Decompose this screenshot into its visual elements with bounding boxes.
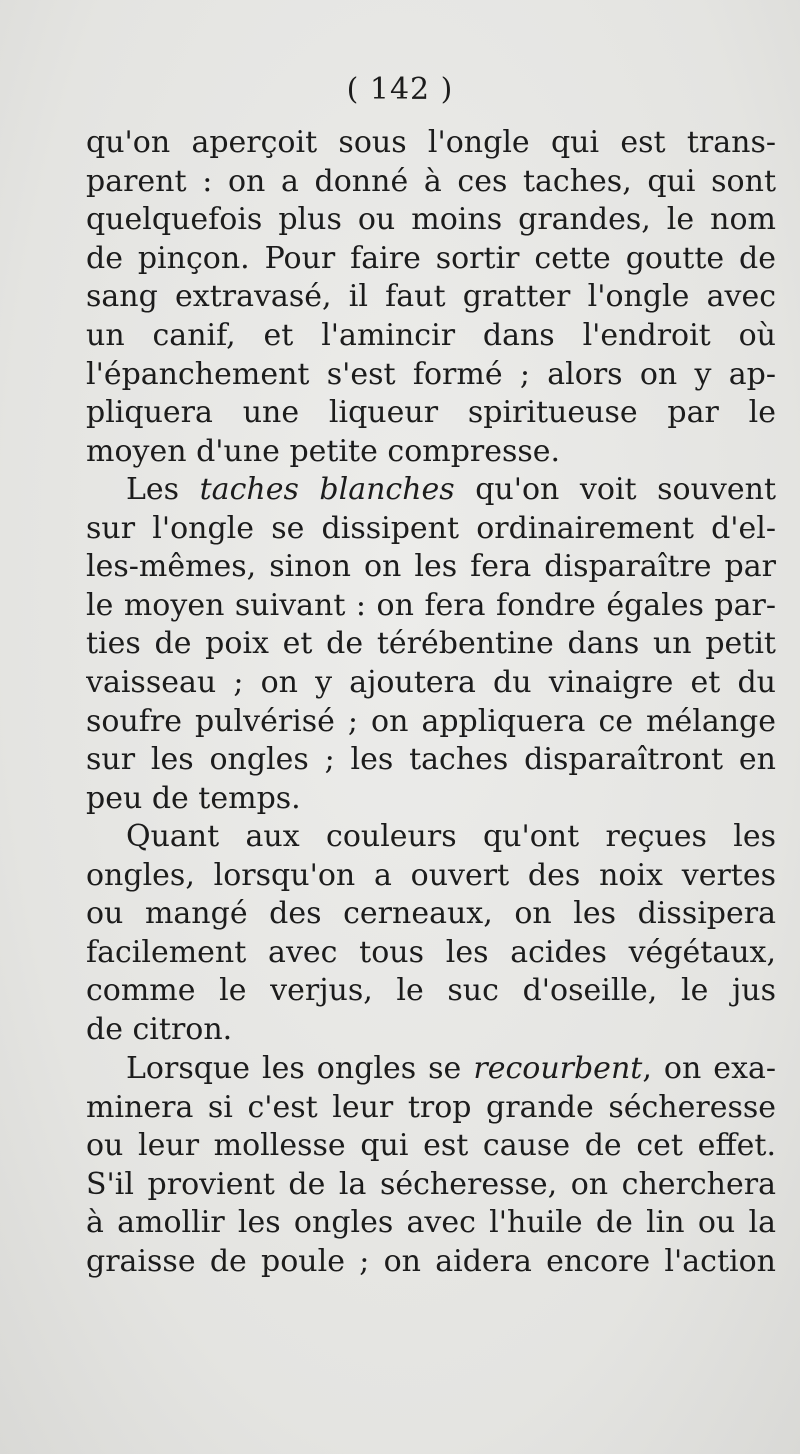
text-line: quelquefois plus ou moins grandes, le nom — [86, 202, 776, 238]
page-number: ( 142 ) — [346, 72, 454, 107]
text-line: minera si c'est leur trop grande sécheresse — [86, 1089, 776, 1125]
text-line: le moyen suivant : on fera fondre égales par- — [86, 587, 776, 623]
text-line: moyen d'une petite compresse. — [86, 433, 561, 469]
italic-term: recourbent — [473, 1051, 643, 1086]
text-line: Lorsque les ongles se recourbent, on exa- — [126, 1051, 776, 1086]
text-line: ou leur mollesse qui est cause de cet effet. — [86, 1128, 776, 1164]
text-line: sur l'ongle se dissipent ordinairement d'el- — [86, 510, 776, 546]
text-line: un canif, et l'amincir dans l'endroit où — [86, 317, 776, 353]
text-line: comme le verjus, le suc d'oseille, le jus — [86, 973, 776, 1009]
text-line: de citron. — [86, 1011, 233, 1047]
paragraph-pincon — [86, 124, 776, 471]
text-line: ties de poix et de térébentine dans un petit — [86, 626, 776, 662]
paragraph-couleurs — [86, 818, 776, 1050]
text-line: de pinçon. Pour faire sortir cette goutte de — [86, 240, 776, 276]
text-line: ongles, lorsqu'on a ouvert des noix vertes — [86, 857, 776, 893]
text-line: ou mangé des cerneaux, on les dissipera — [86, 896, 776, 932]
text-line: peu de temps. — [86, 780, 301, 816]
text-line: soufre pulvérisé ; on appliquera ce mélange — [86, 703, 776, 739]
text-line: qu'on aperçoit sous l'ongle qui est trans- — [86, 125, 776, 160]
text-line: sur les ongles ; les taches disparaîtront en — [86, 742, 776, 778]
paragraph-recourbent — [86, 1050, 776, 1282]
paragraph-taches-blanches — [86, 471, 776, 818]
text-line: vaisseau ; on y ajoutera du vinaigre et du — [86, 664, 776, 700]
text-line: parent : on a donné à ces taches, qui sont — [86, 163, 776, 199]
text-line: Les taches blanches qu'on voit souvent — [126, 472, 776, 507]
text-line: les-mêmes, sinon on les fera disparaître par — [86, 549, 776, 585]
text-line: facilement avec tous les acides végétaux, — [86, 934, 776, 970]
text-line: à amollir les ongles avec l'huile de lin ou la — [86, 1205, 776, 1241]
text-line: l'épanchement s'est formé ; alors on y ap- — [86, 356, 776, 392]
text-line: S'il provient de la sécheresse, on cherchera — [86, 1166, 776, 1202]
text-line: sang extravasé, il faut gratter l'ongle avec — [86, 279, 776, 315]
text-line: pliquera une liqueur spiritueuse par le — [86, 395, 776, 431]
text-line: graisse de poule ; on aidera encore l'action — [86, 1243, 776, 1279]
italic-term: taches blanches — [199, 472, 455, 507]
text-line: Quant aux couleurs qu'ont reçues les — [126, 819, 776, 854]
